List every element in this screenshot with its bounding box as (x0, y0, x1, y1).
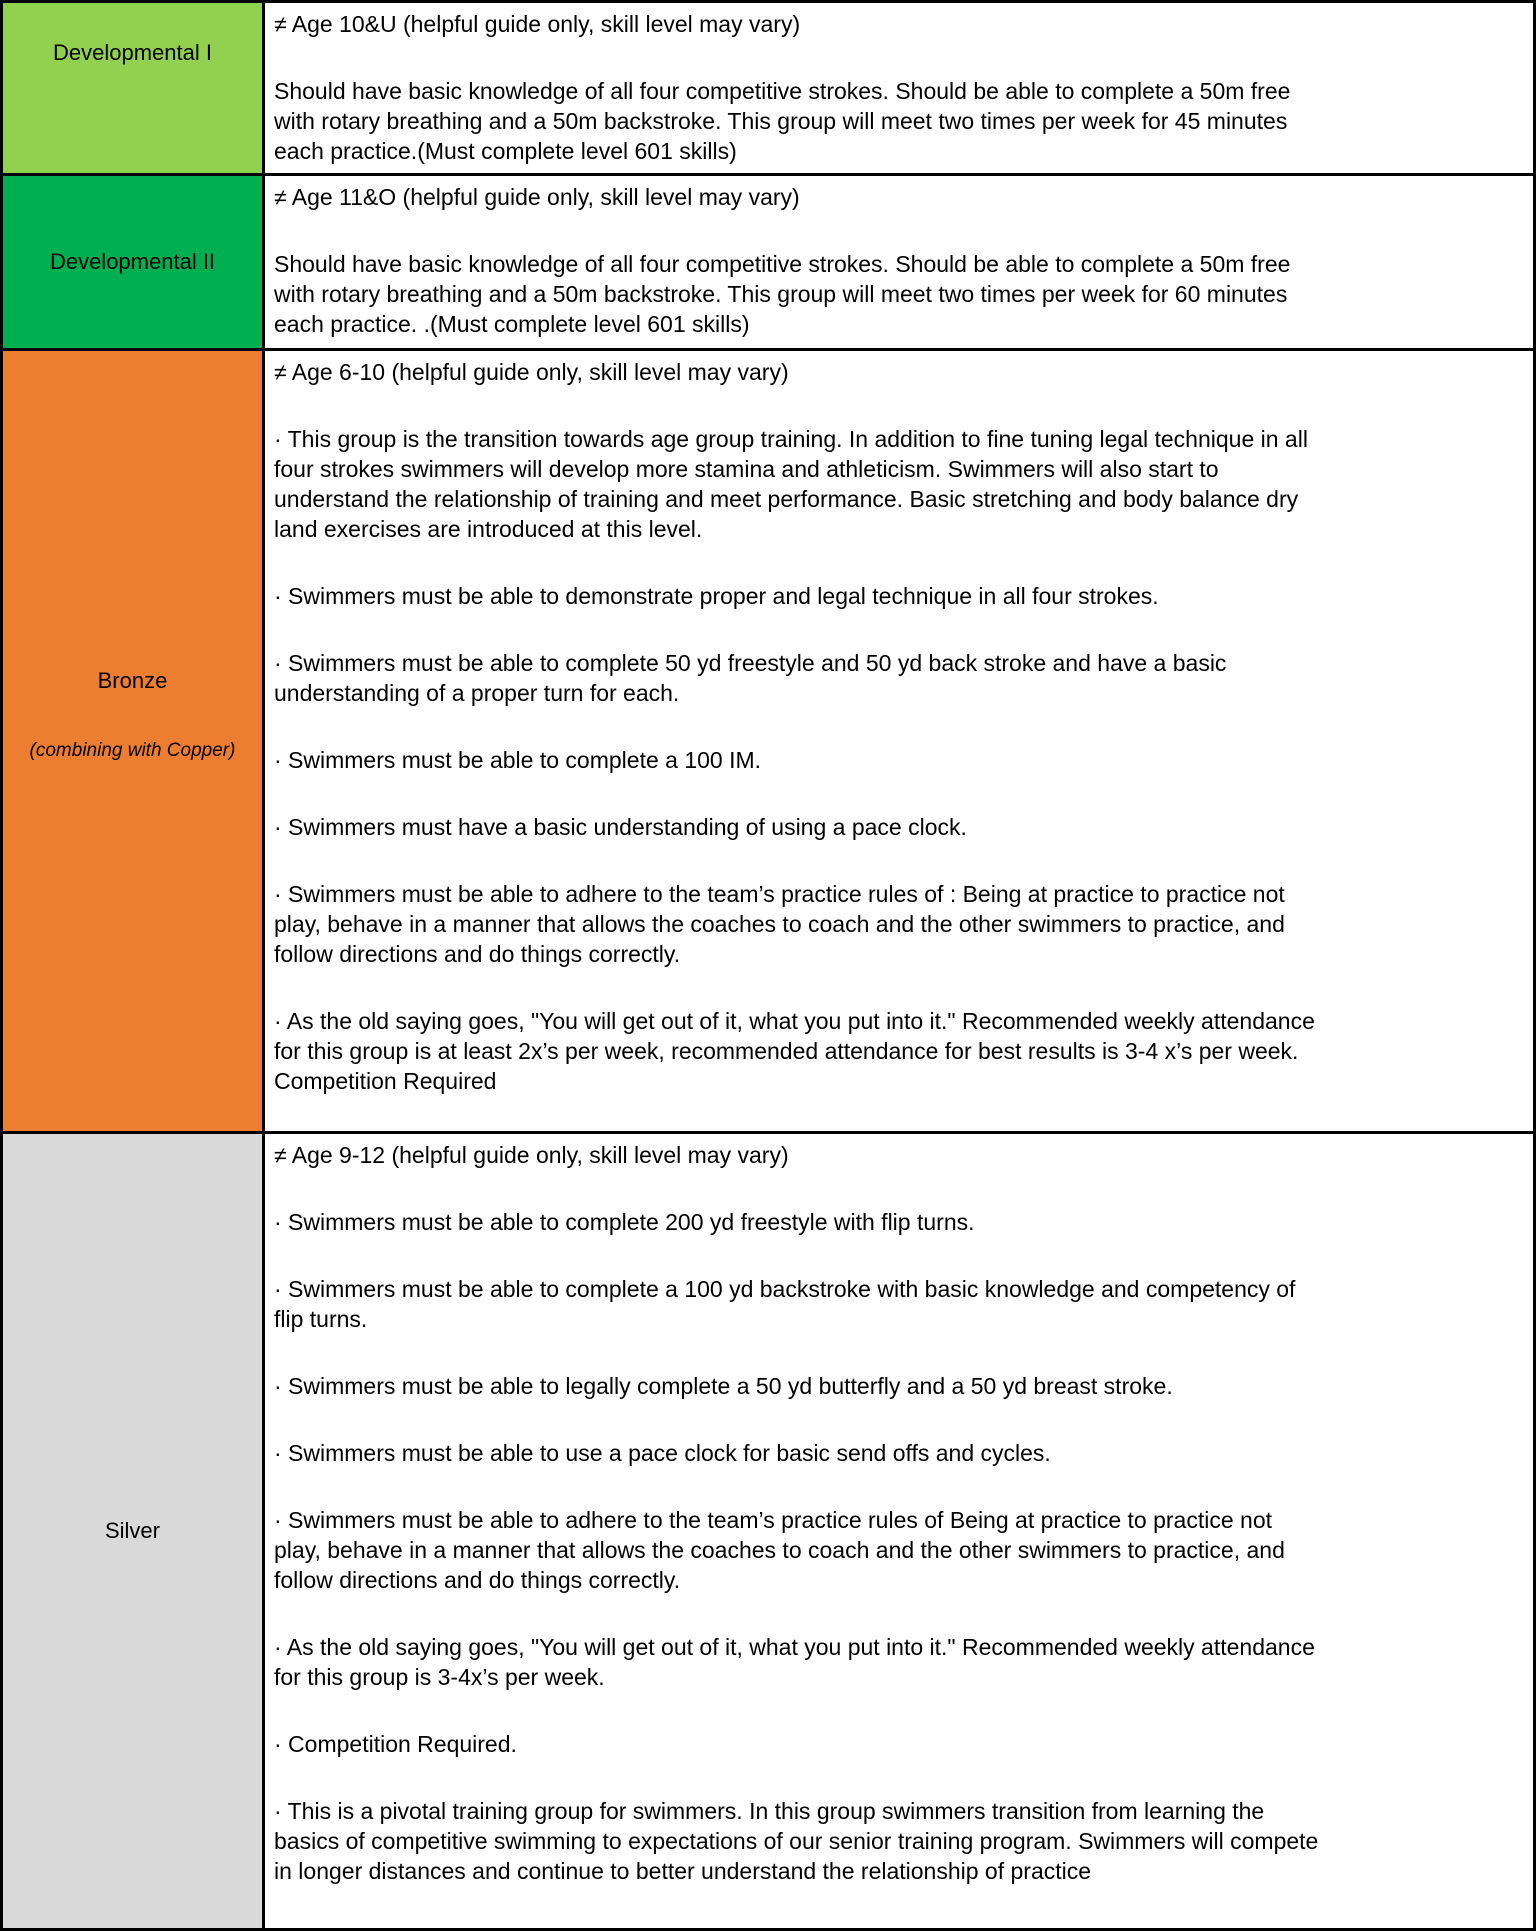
table-row (3, 351, 1533, 1134)
description-paragraph: Should have basic knowledge of all four competitive strokes. Should be able to complete a 50m free with rotary breathing and a 50m backstroke. This group will meet two times per week for 45 minutes each practice.(Must complete level 601 skills) (274, 78, 1291, 164)
group-name-label: Developmental I (53, 40, 212, 65)
group-label-block (50, 248, 215, 276)
group-label-cell (3, 176, 265, 348)
group-label-cell (3, 351, 265, 1131)
description-paragraph: · Swimmers must be able to complete a 100 yd backstroke with basic knowledge and competency of flip turns. (274, 1276, 1296, 1332)
group-description-cell (265, 351, 1533, 1131)
description-paragraph: ≠ Age 11&O (helpful guide only, skill level may vary) (274, 184, 800, 210)
description-paragraph: · Swimmers must be able to demonstrate proper and legal technique in all four strokes. (274, 583, 1159, 609)
group-name-label: Silver (104, 1518, 160, 1543)
group-sublabel: (combining with Copper) (29, 740, 236, 761)
group-label-block (53, 39, 212, 67)
description-paragraph: · Swimmers must be able to complete 200 yd freestyle with flip turns. (274, 1209, 975, 1235)
table-row (3, 3, 1533, 176)
description-paragraph: ≠ Age 10&U (helpful guide only, skill level may vary) (274, 11, 801, 37)
description-paragraph: · This group is the transition towards age group training. In addition to fine tuning legal technique in all four strokes swimmers will develop more stamina and athleticism. Swimmers will also start to understand the relationship of training and meet performance. Basic stretching and body balance dry land exercises are introduced at this level. (274, 426, 1308, 542)
group-label-block (105, 1517, 160, 1545)
group-label-block (30, 667, 236, 763)
description-paragraph: ≠ Age 6-10 (helpful guide only, skill level may vary) (274, 359, 789, 385)
description-paragraph: · As the old saying goes, "You will get out of it, what you put into it." Recommended weekly attendance for this group is 3-4x’s per week. (274, 1634, 1315, 1690)
group-description-cell (265, 176, 1533, 348)
description-paragraph: ≠ Age 9-12 (helpful guide only, skill level may vary) (274, 1142, 789, 1168)
group-label-cell (3, 1134, 265, 1928)
group-name-label: Developmental II (49, 249, 216, 274)
description-paragraph: Should have basic knowledge of all four competitive strokes. Should be able to complete a 50m free with rotary breathing and a 50m backstroke. This group will meet two times per week for 60 minutes each practice. .(Must complete level 601 skills) (274, 251, 1291, 337)
description-paragraph: · Swimmers must be able to adhere to the team’s practice rules of : Being at practice to practice not play, behave in a manner that allows the coaches to coach and the other swimmers to practice, and follow directions and do things correctly. (274, 881, 1285, 967)
group-label-cell (3, 3, 265, 173)
table-row (3, 1134, 1533, 1928)
group-name-label: Bronze (97, 668, 168, 693)
description-paragraph: · Swimmers must be able to complete 50 yd freestyle and 50 yd back stroke and have a basic understanding of a proper turn for each. (274, 650, 1227, 706)
table-row (3, 176, 1533, 351)
group-description-cell (265, 1134, 1533, 1928)
description-paragraph: · Competition Required. (274, 1731, 517, 1757)
description-paragraph: · Swimmers must be able to complete a 100 IM. (274, 747, 762, 773)
description-paragraph: · This is a pivotal training group for swimmers. In this group swimmers transition from learning the basics of competitive swimming to expectations of our senior training program. Swimmers will compete in longer distances and continue to better understand the relationship of practice (274, 1798, 1319, 1884)
description-paragraph: · Swimmers must have a basic understanding of using a pace clock. (274, 814, 967, 840)
description-paragraph: · As the old saying goes, "You will get out of it, what you put into it." Recommended weekly attendance for this group is at least 2x’s per week, recommended attendance for best results is 3-4 x’s per week. Competition Required (274, 1008, 1315, 1094)
group-description-cell (265, 3, 1533, 173)
description-paragraph: · Swimmers must be able to adhere to the team’s practice rules of Being at practice to practice not play, behave in a manner that allows the coaches to coach and the other swimmers to practice, and follow directions and do things correctly. (274, 1507, 1285, 1593)
description-paragraph: · Swimmers must be able to legally complete a 50 yd butterfly and a 50 yd breast stroke. (274, 1373, 1173, 1399)
description-paragraph: · Swimmers must be able to use a pace clock for basic send offs and cycles. (274, 1440, 1051, 1466)
